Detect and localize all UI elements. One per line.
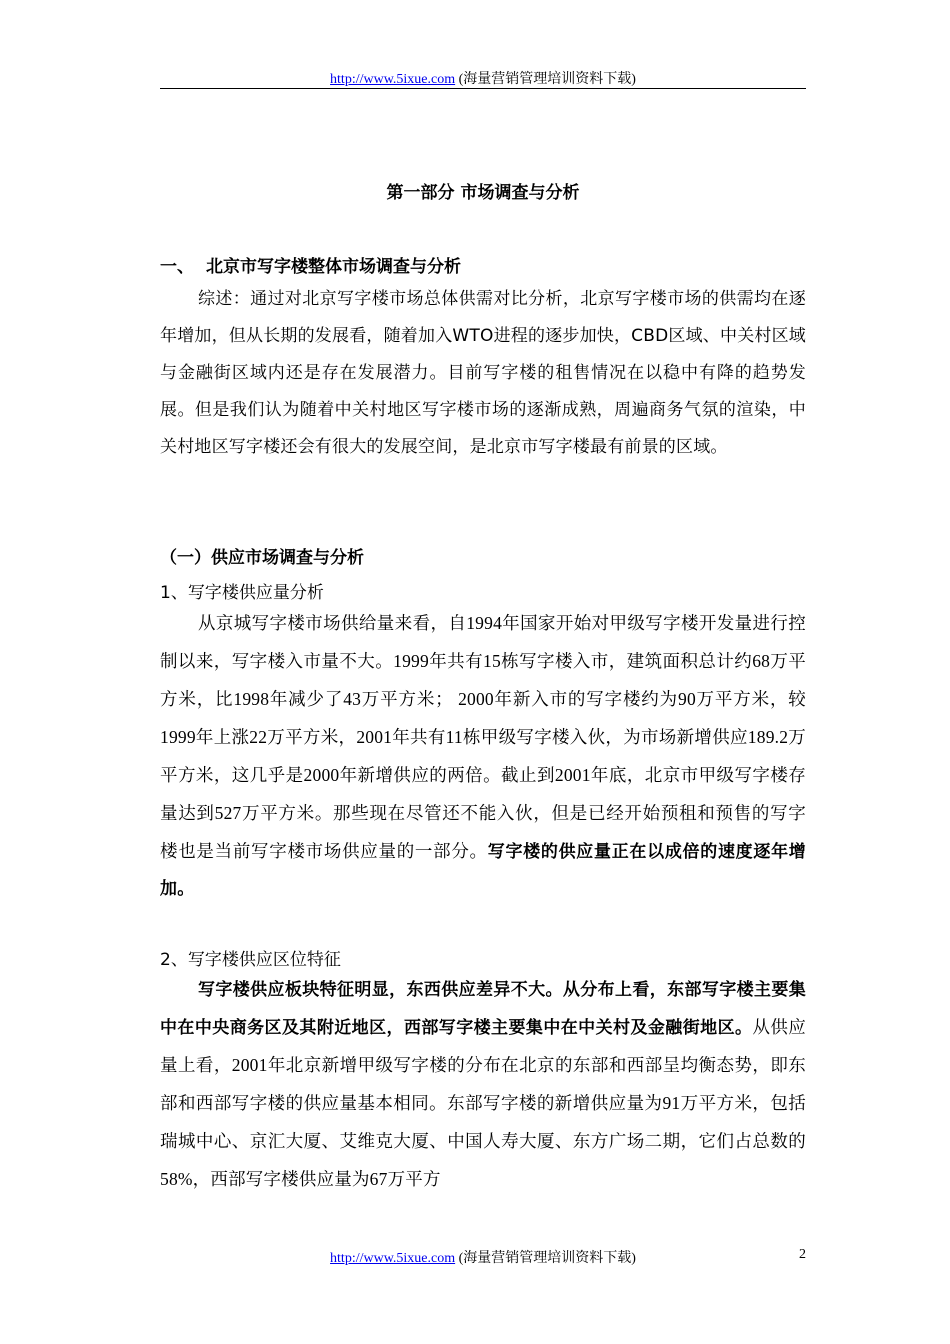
footer-note: (海量营销管理培训资料下载) [455, 1251, 636, 1266]
item1-heading: 1、写字楼供应量分析 [160, 583, 324, 603]
header-note: (海量营销管理培训资料下载) [455, 72, 636, 87]
page-title: 第一部分 市场调查与分析 [386, 183, 580, 203]
item2-paragraph [160, 972, 806, 1199]
item1-emphasis: 写字楼的供应量正在以成倍的速度逐年增加。 [160, 842, 806, 899]
summary-paragraph: 综述：通过对北京写字楼市场总体供需对比分析，北京写字楼市场的供需均在逐年增加，但从长期的发展看，随着加入WTO进程的逐步加快，CBD区域、中关村区域与金融街区域内还是存在发展潜力。目前写字楼的租售情况在以稳中有降的趋势发展。但是我们认为随着中关村地区写字楼市场的逐渐成熟，周遍商务气氛的渲染，中关村地区写字楼还会有很大的发展空间，是北京市写字楼最有前景的区域。 [160, 289, 806, 457]
item2-heading: 2、写字楼供应区位特征 [160, 950, 341, 970]
footer-link[interactable]: http://www.5ixue.com [330, 1251, 456, 1266]
item2-text: 从供应量上看，2001年北京新增甲级写字楼的分布在北京的东部和西部呈均衡态势，即东部和西部写字楼的供应量基本相同。东部写字楼的新增供应量为91万平方米，包括瑞城中心、京汇大厦、艾维克大厦、中国人寿大厦、东方广场二期，它们占总数的58%，西部写字楼供应量为67万平方 [160, 1017, 806, 1189]
page-header [160, 68, 806, 88]
subsection-heading: （一）供应市场调查与分析 [160, 548, 364, 568]
item1-text: 从京城写字楼市场供给量来看，自1994年国家开始对甲级写字楼开发量进行控制以来，写字楼入市量不大。1999年共有15栋写字楼入市，建筑面积总计约68万平方米，比1998年减少了43万平方米； 2000年新入市的写字楼约为90万平方米，较1999年上涨22万平方米，2001年共有11栋甲级写字楼入伙，为市场新增供应189.2万平方米，这几乎是2000年新增供应的两倍。截止到2001年底，北京市甲级写字楼存量达到527万平方米。那些现在尽管还不能入伙，但是已经开始预租和预售的写字楼也是当前写字楼市场供应量的一部分。 [160, 613, 806, 861]
item2-emphasis: 写字楼供应板块特征明显，东西供应差异不大。从分布上看，东部写字楼主要集中在中央商务区及其附近地区，西部写字楼主要集中在中关村及金融街地区。 [160, 980, 806, 1038]
item1-paragraph [160, 605, 806, 908]
section-heading [160, 252, 461, 277]
header-rule [160, 88, 806, 89]
header-link[interactable]: http://www.5ixue.com [330, 72, 456, 87]
section-title: 北京市写字楼整体市场调查与分析 [206, 257, 461, 277]
page-number: 2 [799, 1247, 806, 1262]
section-number: 一、 [160, 257, 194, 277]
page-footer [160, 1247, 806, 1267]
